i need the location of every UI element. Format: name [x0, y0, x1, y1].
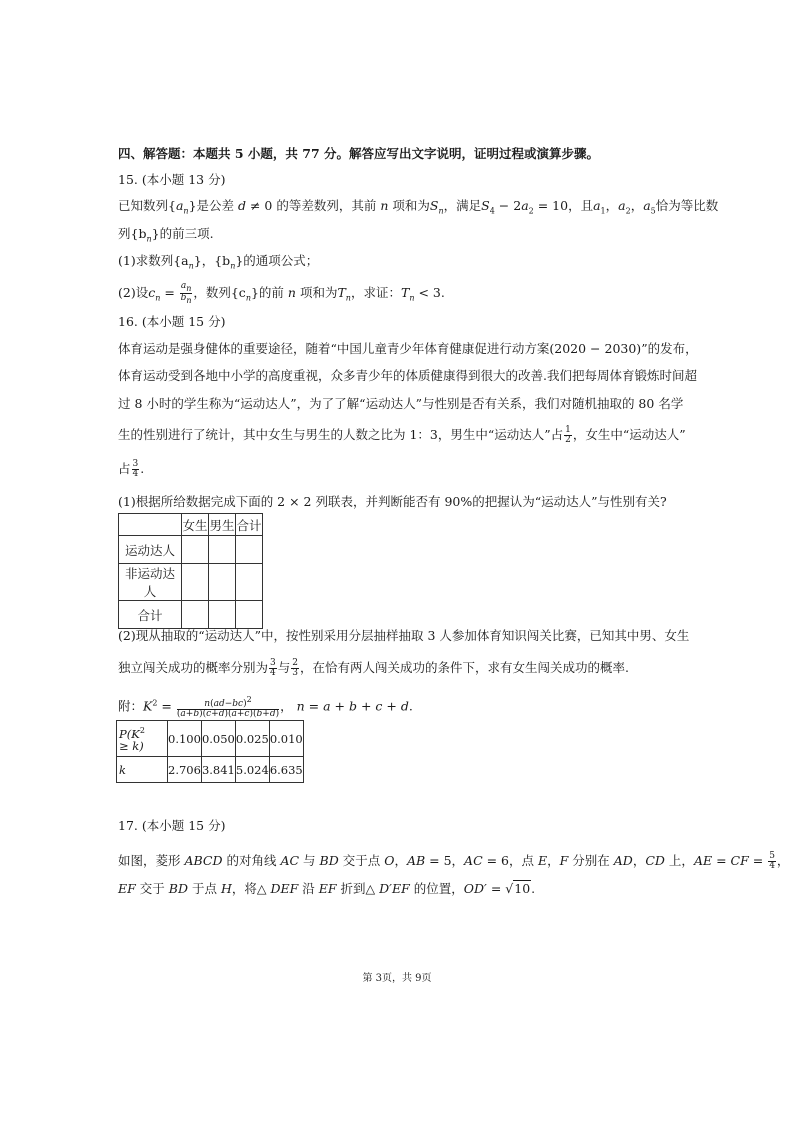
table-header-cell [119, 514, 182, 536]
table-row-label: 合计 [119, 601, 182, 629]
k-table-cell: 3.841 [201, 757, 235, 783]
table-header-cell: 女生 [182, 514, 209, 536]
k-table-label: $P(K^2$ ≥ k) [117, 721, 168, 757]
k-table-cell: 0.050 [201, 721, 235, 757]
table-cell [182, 601, 209, 629]
table-cell [209, 564, 236, 601]
k-table-cell: 6.635 [269, 757, 303, 783]
k-table-cell: 0.100 [168, 721, 202, 757]
q16-heading: 16. (本小题 15 分) [118, 314, 226, 329]
q17-line-1: 如图，菱形 ABCD 的对角线 AC 与 BD 交于点 O，AB = 5，AC = 6，点 E，F 分别在 AD，CD 上，AE = CF = $\frac{5}{4}$ ， [118, 851, 790, 871]
table-cell [209, 601, 236, 629]
table-cell [209, 536, 236, 564]
q16-line-1: 体育运动是强身健体的重要途径，随着“中国儿童青少年体育健康促进行动方案(2020 − 2030)”的发布， [118, 341, 698, 356]
q16-part-1: (1)根据所给数据完成下面的 2 × 2 列联表，并判断能否有 90%的把握认为“运动达人”与性别有关? [118, 494, 667, 509]
q16-line-4: 生的性别进行了统计，其中女生与男生的人数之比为 1：3，男生中“运动达人”占 $\frac{1}{2}$ ，女生中“运动达人” [118, 425, 686, 445]
q16-line-2: 体育运动受到各地中小学的高度重视，众多青少年的体质健康得到很大的改善.我们把每周体育锻炼时间超 [118, 368, 697, 383]
q17-line-2: EF 交于 BD 于点 H，将△ DEF 沿 EF 折到△ D′EF 的位置，OD′ = √10. [118, 881, 536, 896]
table-row-label: 非运动达人 [119, 564, 182, 601]
q15-part-1: (1)求数列$\{a_n\}$，$\{b_n\}$的通项公式； [118, 253, 319, 271]
table-header-cell: 男生 [209, 514, 236, 536]
q17-heading: 17. (本小题 15 分) [118, 818, 226, 833]
critical-value-table [116, 720, 304, 783]
q16-part-2-line-1: (2)现从抽取的“运动达人”中，按性别采用分层抽样抽取 3 人参加体育知识闯关比赛，已知其中男、女生 [118, 628, 690, 643]
q15-line-2: 列$\{b_n\}$的前三项. [118, 226, 214, 244]
table-cell [182, 564, 209, 601]
k-table-cell: 5.024 [235, 757, 269, 783]
k-table-cell: 0.025 [235, 721, 269, 757]
table-row-label: 运动达人 [119, 536, 182, 564]
table-header-cell: 合计 [236, 514, 263, 536]
table-cell [236, 536, 263, 564]
table-cell [182, 536, 209, 564]
q16-part-2-line-2: 独立闯关成功的概率分别为 $\frac{3}{4}$ 与 $\frac{2}{3}$ ，在恰有两人闯关成功的条件下，求有女生闯关成功的概率. [118, 658, 629, 678]
contingency-table [118, 513, 263, 629]
section-heading: 四、解答题：本题共 5 小题，共 77 分。解答应写出文字说明，证明过程或演算步骤。 [118, 146, 600, 161]
q15-heading: 15. (本小题 13 分) [118, 172, 226, 187]
table-cell [236, 564, 263, 601]
k-table-label: k [117, 757, 168, 783]
k-table-cell: 0.010 [269, 721, 303, 757]
table-cell [236, 601, 263, 629]
q16-line-5: 占 $\frac{3}{4}$ . [118, 459, 145, 479]
q15-line-1: 已知数列$\{a_n\}$是公差 d ≠ 0 的等差数列，其前 n 项和为$S_n$，满足$S_4 - 2a_2 = 10$，且$a_1$，$a_2$，$a_5$恰为等比数 [118, 198, 719, 216]
page-footer: 第 3页，共 9页 [362, 973, 432, 984]
q16-appendix-formula: 附：$K^2$ = $\frac{n(ad-bc)^2}{(a+b)(c+d)(a+c)(b+d)}$ ， n = a + b + c + d. [118, 695, 413, 719]
q16-line-3: 过 8 小时的学生称为“运动达人”，为了了解“运动达人”与性别是否有关系，我们对随机抽取的 80 名学 [118, 396, 684, 411]
k-table-cell: 2.706 [168, 757, 202, 783]
q15-part-2: (2)设$c_n$ = $\frac{a_n}{b_n}$ ，数列$\{c_n\}$的前 n 项和为$T_n$，求证：$T_n < 3$. [118, 281, 445, 305]
